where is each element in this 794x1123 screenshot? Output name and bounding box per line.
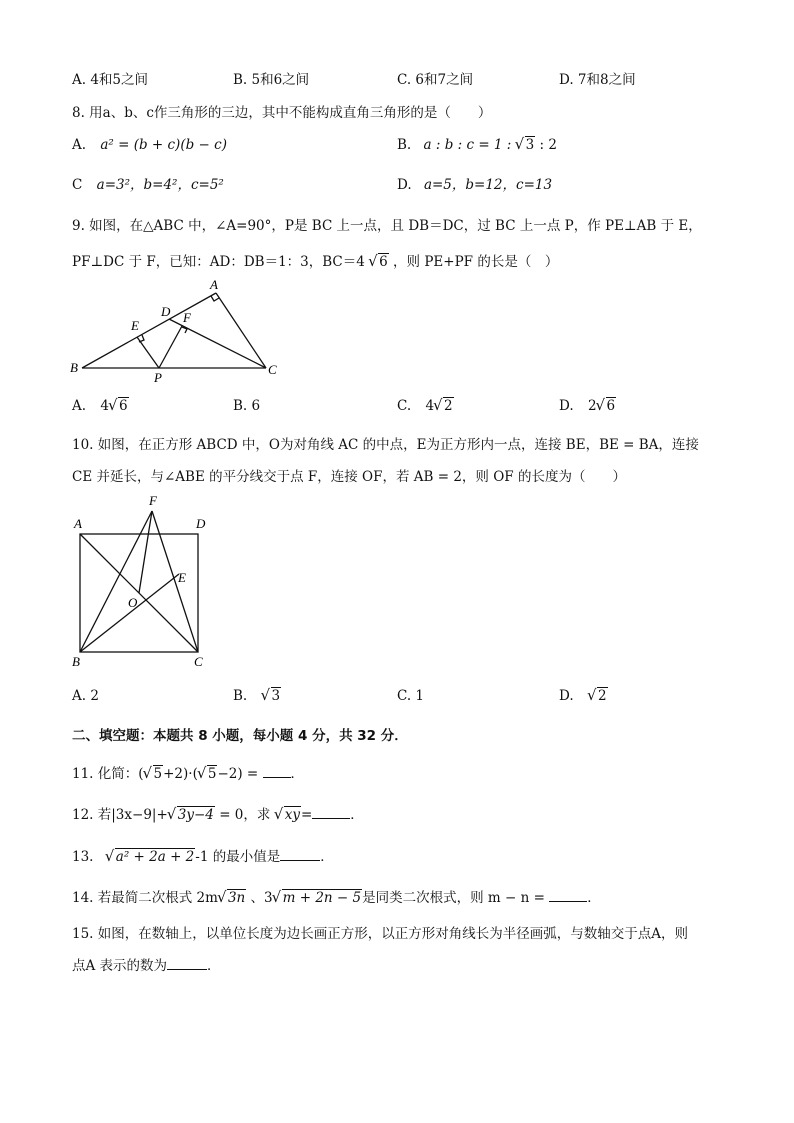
q11-radical-2: √ 5 [198, 766, 218, 782]
q10-label-d: D [196, 516, 206, 531]
q8-option-a-expr: a² = (b + c)(b − c) [100, 137, 227, 153]
q8-option-b-expr: a : b : c = 1 : [423, 137, 512, 153]
q9-segment-ac [216, 293, 266, 368]
q13-post: -1 的最小值是 [195, 849, 281, 865]
q9-label-c: C [268, 362, 277, 377]
q9-option-c [397, 398, 454, 414]
q8-option-b-tail: : 2 [539, 137, 557, 153]
q14-pre: 14. 若最简二次根式 2m [72, 890, 218, 906]
q15-answer-blank[interactable] [167, 955, 207, 970]
q12-post: = [300, 807, 313, 823]
q7-option-d: D. 7和8之间 [559, 72, 636, 88]
q9-option-d [559, 398, 616, 414]
q10-option-b-label: B. [233, 688, 248, 704]
q9-label-b: B [70, 360, 78, 375]
q14-post: 是同类二次根式，则 m − n = [362, 890, 545, 906]
q9-label-p: P [154, 370, 162, 385]
q9-option-c-coef: 4 [425, 398, 435, 414]
q9-line2-radical: √ 6 [369, 254, 389, 270]
q9-line2-pre: PF⊥DC 于 F，已知：AD：DB＝1：3，BC＝4 [72, 254, 365, 270]
q9-option-a-radical: √ 6 [109, 398, 129, 414]
q10-option-d-label: D. [559, 688, 574, 704]
section-2-heading: 二、填空题：本题共 8 小题，每小题 4 分，共 32 分． [72, 728, 408, 744]
q9-label-d: D [161, 304, 171, 319]
q8-option-d-expr: a=5，b=12，c=13 [423, 177, 553, 193]
q14-mid: 、3 [250, 890, 273, 906]
q10-line2: CE 并延长，与∠ABE 的平分线交于点 F，连接 OF，若 AB = 2，则 OF 的长度为（ ） [72, 469, 626, 485]
q7-option-c: C. 6和7之间 [397, 72, 474, 88]
q15-line2 [72, 954, 221, 974]
q11-pre: 11. 化简：( [72, 766, 144, 782]
q14-radical-1: √ 3n [218, 890, 246, 906]
q8-option-c [72, 173, 224, 193]
q15-line2-text: 点A 表示的数为 [72, 958, 168, 974]
q10-line1: 10. 如图，在正方形 ABCD 中，O为对角线 AC 的中点，E为正方形内一点，连接 BE，BE = BA，连接 [72, 437, 699, 453]
q12-end: ． [350, 807, 364, 823]
q10-label-a: A [74, 516, 82, 531]
q9-figure [66, 276, 286, 386]
q10-option-b [233, 688, 281, 704]
q15-line1: 15. 如图，在数轴上，以单位长度为边长画正方形，以正方形对角线长为半径画弧，与数轴交于点A，则 [72, 926, 689, 942]
q11 [72, 762, 304, 782]
q9-option-c-radical: √ 2 [434, 398, 454, 414]
q14-radical-2: √ m + 2n − 5 [273, 890, 362, 906]
q10-label-b: B [72, 654, 80, 669]
q8-option-a-label: A. [72, 137, 87, 153]
q12-pre: 12. 若|3x−9|+ [72, 807, 168, 823]
q11-mid: +2)·( [163, 766, 198, 782]
q8-option-c-expr: a=3²，b=4²，c=5² [96, 177, 224, 193]
q9-option-c-label: C. [397, 398, 412, 414]
q9-line1: 9. 如图，在△ABC 中，∠A=90°，P是 BC 上一点，且 DB＝DC，过 BC 上一点 P，作 PE⊥AB 于 E， [72, 218, 702, 234]
q14-answer-blank[interactable] [549, 887, 587, 902]
q9-segment-dc [169, 319, 266, 368]
q8-option-b [397, 137, 557, 153]
q10-label-c: C [194, 654, 203, 669]
q10-label-e: E [178, 570, 186, 585]
q8-option-b-radical: √ 3 [516, 137, 536, 153]
q13-end: ． [320, 849, 334, 865]
q13-answer-blank[interactable] [280, 846, 320, 861]
q9-label-a: A [210, 277, 218, 292]
q11-answer-blank[interactable] [263, 763, 291, 778]
q8-option-d [397, 173, 552, 193]
q9-option-d-coef: 2 [587, 398, 597, 414]
q9-line2 [72, 250, 558, 270]
q7-option-b: B. 5和6之间 [233, 72, 310, 88]
q11-post: −2) = [217, 766, 259, 782]
q14-end: ． [587, 890, 601, 906]
q10-option-b-radical: √ 3 [262, 688, 282, 704]
q9-option-b: B. 6 [233, 398, 261, 414]
q8-option-c-label: C [72, 177, 83, 193]
q13-radical: √ a² + 2a + 2 [106, 849, 195, 865]
q10-label-f: F [149, 493, 157, 508]
q10-option-c: C. 1 [397, 688, 425, 704]
q9-label-f: F [183, 310, 191, 325]
q8-option-a [72, 137, 227, 153]
q9-option-d-radical: √ 6 [597, 398, 617, 414]
q8-option-b-label: B. [397, 137, 412, 153]
q9-label-e: E [131, 318, 139, 333]
q15-end: ． [207, 958, 221, 974]
q10-option-a: A. 2 [72, 688, 99, 704]
q12-answer-blank[interactable] [312, 804, 350, 819]
q8-option-d-label: D. [397, 177, 412, 193]
q9-option-a [72, 398, 129, 414]
q7-option-a: A. 4和5之间 [72, 72, 149, 88]
q12-mid: = 0，求 [219, 807, 271, 823]
q10-option-d [559, 688, 608, 704]
q10-segment-be [80, 574, 179, 652]
q13 [72, 845, 334, 865]
q10-segment-cf [152, 511, 198, 652]
q10-figure [66, 490, 226, 672]
q9-segment-ba [82, 293, 216, 368]
q12-radical-2: √ xy [275, 807, 301, 823]
q12 [72, 803, 364, 823]
q11-radical-1: √ 5 [144, 766, 164, 782]
q8-stem: 8. 用a、b、c作三角形的三边，其中不能构成直角三角形的是（ ） [72, 105, 492, 121]
q13-pre: 13. [72, 849, 94, 865]
q11-end: ． [290, 766, 305, 782]
q10-label-o: O [128, 595, 138, 610]
q12-radical-1: √ 3y−4 [168, 807, 215, 823]
q9-segment-pf [159, 326, 182, 368]
q9-option-a-coef: 4 [100, 398, 109, 414]
q14 [72, 886, 601, 906]
q9-option-d-label: D. [559, 398, 574, 414]
q10-option-d-radical: √ 2 [588, 688, 608, 704]
q9-line2-post: ，则 PE+PF 的长是（ ） [393, 254, 559, 270]
q9-option-a-label: A. [72, 398, 87, 414]
